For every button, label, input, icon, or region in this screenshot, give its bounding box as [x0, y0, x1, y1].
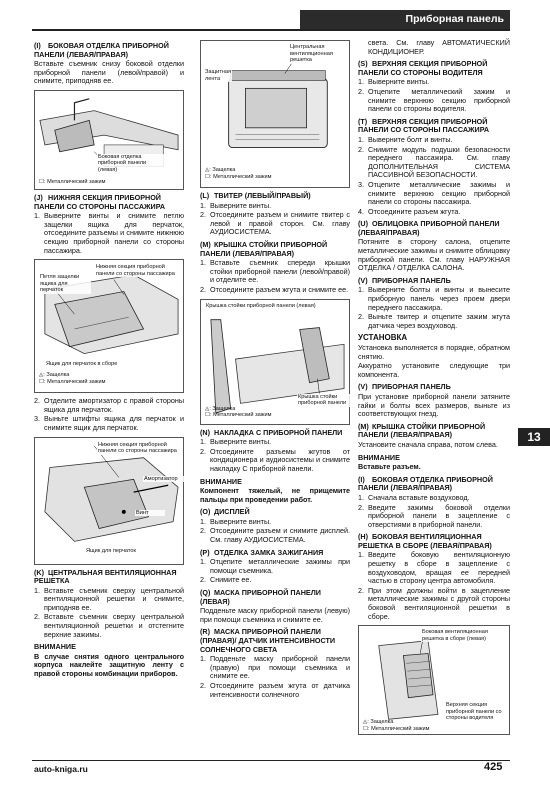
fig3-caption-1: Нижняя секция приборной панели со стороны пассажира	[97, 442, 179, 455]
install-text-1: Установка выполняется в порядке, обратном снятию.	[358, 343, 510, 361]
column-1	[34, 38, 184, 680]
warning-text: Вставьте разъем.	[358, 462, 421, 472]
list-item: 1. Выверните винты и снимите петлю защелки ящика для перчаток, отсоедините разъемы и снимите нижнюю секцию приборной панели со стороны пассажира.	[34, 211, 184, 255]
list-item: 1. Выверните винты.	[200, 200, 272, 210]
heading-o: (O) ДИСПЛЕЙ	[200, 507, 250, 517]
heading-m2: (M) КРЫШКА СТОЙКИ ПРИБОРНОЙ ПАНЕЛИ (ЛЕВАЯ/ПРАВАЯ)	[358, 421, 486, 440]
install-title: УСТАНОВКА	[358, 333, 408, 343]
text-v2: При установке приборной панели затяните гайки и болты всех размеров, выньте из соответствующих гнезд.	[358, 391, 510, 419]
list-item: 2. Отсоедините разъемы жгутов от кондиционера и аудиосистемы и снимите накладку С приборной панели.	[200, 446, 350, 473]
list-item: 2. Отцепите металлический зажим и снимите верхнюю секцию приборной панели со стороны водителя.	[358, 86, 510, 114]
list-item: 2. Отсоедините разъем и снимите твитер с левой и правой сторон. См. главу АУДИОСИСТЕМА.	[200, 210, 350, 237]
fig3-caption-2: Амортизатор	[143, 476, 185, 483]
list-item: 1. Вставьте съемник спереди крышки стойки приборной панели (левой/правой) и отделите ее.	[200, 258, 350, 285]
heading-s: (S) ВЕРХНЯЯ СЕКЦИЯ ПРИБОРНОЙ ПАНЕЛИ СО СТОРОНЫ ВОДИТЕЛЯ	[358, 59, 488, 77]
column-2	[200, 38, 350, 700]
list-item: 1. Подденьте маску приборной панели (правую) при помощи съемника и снимите ее.	[200, 654, 350, 681]
figure-side-trim	[34, 90, 184, 190]
heading-i2: (I) БОКОВАЯ ОТДЕЛКА ПРИБОРНОЙ ПАНЕЛИ (ЛЕВАЯ/ПРАВАЯ)	[358, 474, 493, 493]
fig2-caption-1: Нижняя секция приборной панели со стороны пассажира	[95, 264, 177, 277]
page-header	[300, 10, 510, 29]
fig5-caption-2: Крышка стойки приборной панели	[297, 394, 351, 407]
list-item: 2. При этом должны войти в зацепление металлические зажимы с другой стороны боковой вентиляционной решетки в сборе.	[358, 585, 510, 621]
heading-j: (J) НИЖНЯЯ СЕКЦИЯ ПРИБОРНОЙ ПАНЕЛИ СО СТОРОНЫ ПАССАЖИРА	[34, 192, 166, 211]
list-item: 1. Выверните винты.	[358, 77, 430, 87]
fig6-caption-1: Боковая вентиляционная решетка в сборе (левая)	[421, 629, 507, 642]
fig5-legend: ◬: Защелка ☐: Металлический зажим	[205, 405, 272, 419]
list-item: 1. Выверните винты.	[200, 516, 272, 526]
text-u: Потяните в сторону салона, отцепите металлические зажимы и снимите облицовку приборной панели. См. главу НАРУЖНАЯ ОТДЕЛКА / ОТДЕЛКА САЛОНА.	[358, 237, 510, 273]
heading-i: (I) БОКОВАЯ ОТДЕЛКА ПРИБОРНОЙ ПАНЕЛИ (ЛЕВАЯ/ПРАВАЯ)	[34, 41, 169, 59]
section-tab: 13	[518, 428, 550, 446]
fig1-legend: ☐: Металлический зажим	[39, 178, 106, 185]
text-continued: света. См. главу АВТОМАТИЧЕСКИЙ КОНДИЦИОНЕР.	[368, 38, 510, 56]
heading-r: (R) МАСКА ПРИБОРНОЙ ПАНЕЛИ (ПРАВАЯ)/ ДАТЧИК ИНТЕНСИВНОСТИ СОЛНЕЧНОГО СВЕТА	[200, 627, 336, 654]
fig6-caption-2: Верхняя секция приборной панели со стороны водителя	[445, 702, 509, 722]
figure-center-vent	[200, 40, 350, 188]
list-item: 2. Снимите модуль подушки безопасности переднего пассажира. См. главу ДОПОЛНИТЕЛЬНАЯ СИСТЕМА ПАССИВНОЙ БЕЗОПАСНОСТИ.	[358, 144, 510, 180]
list-item: 2. Отделите амортизатор с правой стороны ящика для перчаток.	[34, 396, 184, 414]
fig2-caption-3: Ящик для перчаток в сборе	[45, 361, 145, 368]
text-m2: Установите сначала справа, потом слева.	[358, 439, 498, 449]
warning-title: ВНИМАНИЕ	[358, 452, 400, 462]
list-item: 1. Выверните болты и винты и вынесите приборную панель через проем двери переднего пассажира.	[358, 285, 510, 312]
list-item: 3. Выньте штифты ящика для перчаток и снимите ящик для перчаток.	[34, 414, 184, 432]
text-i: Вставьте съемник снизу боковой отделки приборной панели (левой/правой) и снимите, приподняв ее.	[34, 59, 184, 86]
footer-rule	[32, 760, 510, 761]
heading-n: (N) НАКЛАДКА С ПРИБОРНОЙ ПАНЕЛИ	[200, 427, 343, 437]
fig2-caption-2: Петля защелки ящика для перчаток	[39, 274, 91, 294]
list-item: 4. Отсоедините разъем жгута.	[358, 206, 461, 216]
list-item: 2. Отсоедините разъем жгута от датчика интенсивности солнечного	[200, 680, 350, 699]
warning-text: В случае снятия одного центрального корпуса наклейте защитную ленту с правой стороны комбинации приборов.	[34, 651, 184, 679]
header-title: Приборная панель	[405, 13, 504, 25]
heading-v2: (V) ПРИБОРНАЯ ПАНЕЛЬ	[358, 382, 451, 392]
list-item: 2. Отсоедините разъем и снимите дисплей. См. главу АУДИОСИСТЕМА.	[200, 526, 350, 545]
heading-p: (P) ОТДЕЛКА ЗАМКА ЗАЖИГАНИЯ	[200, 547, 324, 557]
heading-k: (K) ЦЕНТРАЛЬНАЯ ВЕНТИЛЯЦИОННАЯ РЕШЕТКА	[34, 567, 177, 586]
list-item: 1. Выверните винты.	[200, 437, 272, 447]
heading-h: (H) БОКОВАЯ ВЕНТИЛЯЦИОННАЯ РЕШЕТКА В СБОРЕ (ЛЕВАЯ/ПРАВАЯ)	[358, 532, 492, 550]
site-name: auto-kniga.ru	[34, 764, 88, 774]
list-item: 2. Отсоедините разъем жгута и снимите ее.	[200, 284, 349, 294]
warning-title: ВНИМАНИЕ	[34, 642, 76, 652]
header-rule	[32, 29, 510, 31]
column-3	[358, 38, 510, 739]
fig4-caption-1: Центральная вентиляционная решетка	[289, 44, 347, 64]
figure-glovebox-damper	[34, 437, 184, 565]
list-item: 1. Введите боковую вентиляционную решетку в сборе в зацепление с воздуховодом, вращая ее передней частью в сторону центра автомобиля.	[358, 550, 510, 586]
figure-pillar-cover	[200, 299, 350, 425]
text-q: Подденьте маску приборной панели (левую) при помощи съемника и снимите ее.	[200, 606, 350, 624]
install-text-2: Аккуратно установите следующие три компонента.	[358, 361, 510, 379]
page-number: 425	[484, 761, 503, 773]
heading-m: (M) КРЫШКА СТОЙКИ ПРИБОРНОЙ ПАНЕЛИ (ЛЕВАЯ/ПРАВАЯ)	[200, 239, 328, 258]
fig3-caption-4: Ящик для перчаток	[85, 548, 145, 555]
figure-side-vent	[358, 625, 510, 735]
heading-t: (T) ВЕРХНЯЯ СЕКЦИЯ ПРИБОРНОЙ ПАНЕЛИ СО СТОРОНЫ ПАССАЖИРА	[358, 116, 490, 135]
list-item: 2. Вставьте съемник сверху центральной вентиляционной решетки и отстегните верхние зажимы.	[34, 612, 184, 639]
list-item: 1. Выверните болт и винты.	[358, 134, 453, 144]
fig5-caption-1: Крышка стойки приборной панели (левая)	[205, 303, 325, 310]
heading-q: (Q) МАСКА ПРИБОРНОЙ ПАНЕЛИ (ЛЕВАЯ)	[200, 588, 321, 606]
fig1-caption: Боковая отделка приборной панели (левая)	[97, 154, 167, 174]
fig6-legend: ◬: Защелка ☐: Металлический зажим	[363, 719, 430, 733]
fig4-caption-2: Защитная лента	[205, 69, 232, 82]
fig2-legend: ◬: Защелка ☐: Металлический зажим	[39, 372, 106, 385]
list-item: 1. Вставьте съемник сверху центральной вентиляционной решетки и снимите, приподняв ее.	[34, 585, 184, 612]
fig3-caption-3: Винт	[135, 510, 165, 517]
list-item: 3. Отцепите металлические зажимы и снимите верхнюю секцию приборной панели со стороны пассажира.	[358, 179, 510, 207]
list-item: 2. Выньте твитер и отцепите зажим жгута датчика через воздуховод.	[358, 312, 510, 330]
heading-l: (L) ТВИТЕР (ЛЕВЫЙ/ПРАВЫЙ)	[200, 191, 311, 200]
list-item: 2. Снимите ее.	[200, 575, 252, 585]
fig4-legend: ◬: Защелка ☐: Металлический зажим	[205, 167, 272, 180]
figure-glovebox	[34, 259, 184, 393]
heading-u: (U) ОБЛИЦОВКА ПРИБОРНОЙ ПАНЕЛИ (ЛЕВАЯ/ПРАВАЯ)	[358, 219, 500, 237]
list-item: 1. Отцепите металлические зажимы при помощи съемника.	[200, 557, 350, 575]
warning-title: ВНИМАНИЕ	[200, 476, 242, 486]
heading-v: (V) ПРИБОРНАЯ ПАНЕЛЬ	[358, 275, 451, 285]
list-item: 1. Сначала вставьте воздуховод.	[358, 492, 470, 502]
list-item: 2. Введите зажимы боковой отделки приборной панели в зацепление с отверстиями в приборной панели.	[358, 502, 510, 529]
warning-text: Компонент тяжелый, не прищемите пальцы при проведении работ.	[200, 486, 350, 504]
